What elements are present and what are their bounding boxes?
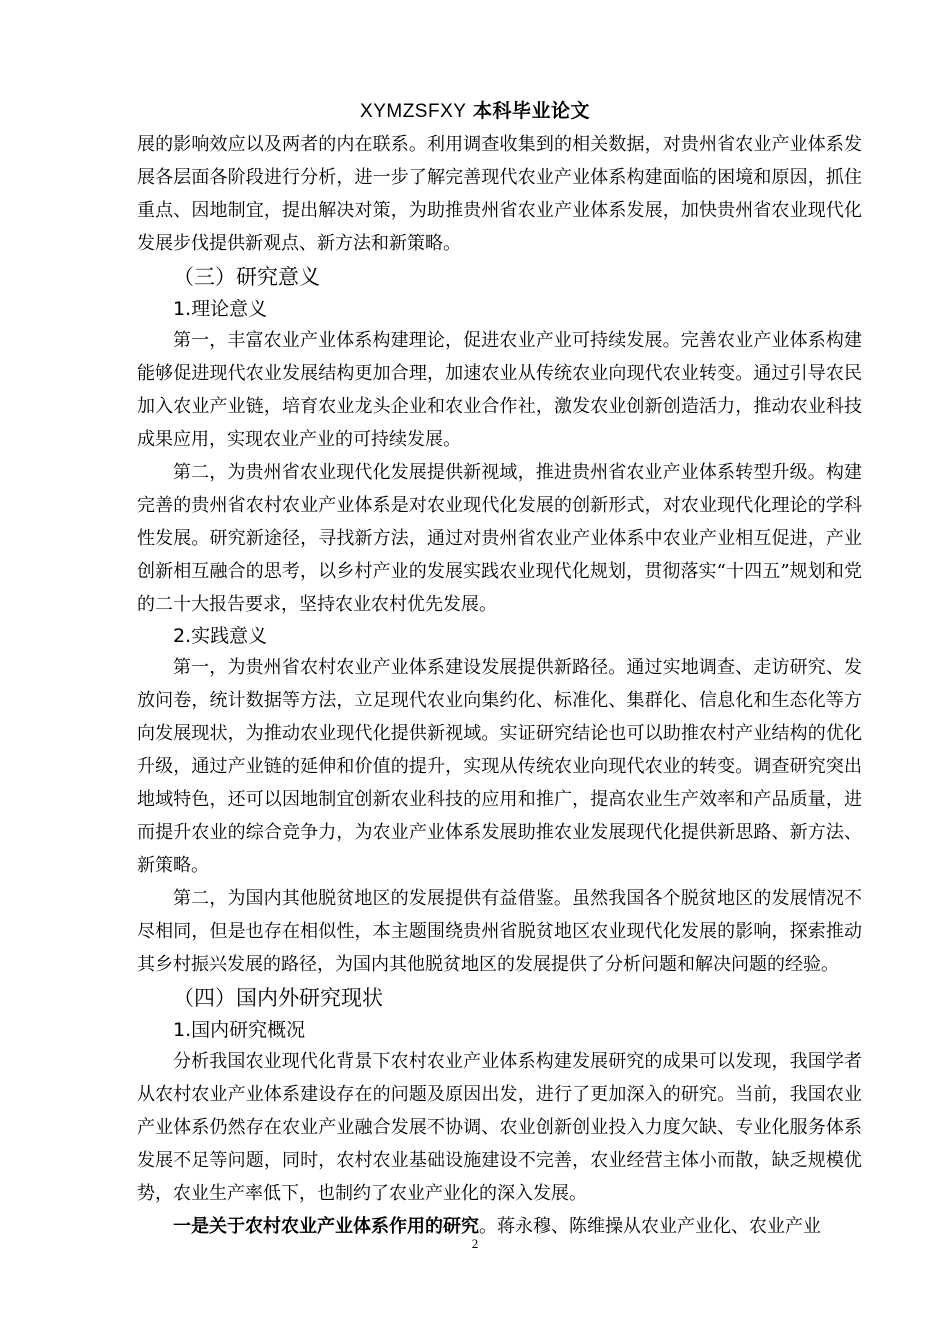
paragraph-domestic-overview: 分析我国农业现代化背景下农村农业产业体系构建发展研究的成果可以发现，我国学者从农村农业产业体系建设存在的问题及原因出发，进行了更加深入的研究。当前，我国农业产业体系仍然存在农业产业融合发展不协调、农业创新创业投入力度欠缺、专业化服务体系发展不足等问题，同时，农村农业基础设施建设不完善，农业经营主体小而散，缺乏规模优势，农业生产率低下，也制约了农业产业化的深入发展。 (137, 1051, 862, 1204)
paragraph-practice-second: 第二，为国内其他脱贫地区的发展提供有益借鉴。虽然我国各个脱贫地区的发展情况不尽相同，但是也存在相似性，本主题围绕贵州省脱贫地区农业现代化发展的影响，探索推动其乡村振兴发展的路径，为国内其他脱贫地区的发展提供了分析问题和解决问题的经验。 (137, 888, 862, 975)
header-title: 本科毕业论文 (472, 100, 590, 122)
header-code: XYMZSFXY (360, 101, 467, 122)
subheading-practical-significance: 2.实践意义 (173, 625, 268, 647)
subheading-theoretical-significance: 1.理论意义 (173, 298, 268, 320)
paragraph-theory-second: 第二，为贵州省农业现代化发展提供新视域，推进贵州省农业产业体系转型升级。构建完善的贵州省农村农业产业体系是对农业现代化发展的创新形式，对农业现代化理论的学科性发展。研究新途径，寻找新方法，通过对贵州省农业产业体系中农业产业相互促进，产业创新相互融合的思考，以乡村产业的发展实践农业现代化规划，贯彻落实“十四五”规划和党的二十大报告要求，坚持农业农村优先发展。 (137, 462, 862, 615)
paragraph-continuation: 。蒋永穆、陈维操从农业产业化、农业产业 (479, 1216, 821, 1237)
subheading-domestic-overview: 1.国内研究概况 (173, 1019, 306, 1041)
page-number: 2 (471, 1236, 479, 1251)
intro-paragraph: 展的影响效应以及两者的内在联系。利用调查收集到的相关数据，对贵州省农业产业体系发展各层面各阶段进行分析，进一步了解完善现代农业产业体系构建面临的困境和原因，抓住重点、因地制宜，提出解决对策，为助推贵州省农业产业体系发展，加快贵州省农业现代化发展步伐提供新观点、新方法和新策略。 (137, 134, 862, 254)
paragraph-practice-first: 第一，为贵州省农村农业产业体系建设发展提供新路径。通过实地调查、走访研究、发放问卷，统计数据等方法，立足现代农业向集约化、标准化、集群化、信息化和生态化等方向发展现状，为推动农业现代化提供新视域。实证研究结论也可以助推农村产业结构的优化升级，通过产业链的延伸和价值的提升，实现从传统农业向现代农业的转变。调查研究突出地域特色，还可以因地制宜创新农业科技的应用和推广，提高农业生产效率和产品质量，进而提升农业的综合竞争力，为农业产业体系发展助推农业发展现代化提供新思路、新方法、新策略。 (137, 657, 862, 876)
section-heading-research-significance: （三）研究意义 (173, 265, 320, 289)
paragraph-theory-first: 第一，丰富农业产业体系构建理论，促进农业产业可持续发展。完善农业产业体系构建能够促进现代农业发展结构更加合理，加速农业从传统农业向现代农业转变。通过引导农民加入农业产业链，培育农业龙头企业和农业合作社，激发农业创新创造活力，推动农业科技成果应用，实现农业产业的可持续发展。 (137, 330, 862, 450)
section-heading-research-status: （四）国内外研究现状 (173, 986, 383, 1010)
document-body (137, 128, 862, 1243)
bold-lead-text: 一是关于农村农业产业体系作用的研究 (173, 1216, 479, 1237)
running-header (0, 96, 950, 123)
